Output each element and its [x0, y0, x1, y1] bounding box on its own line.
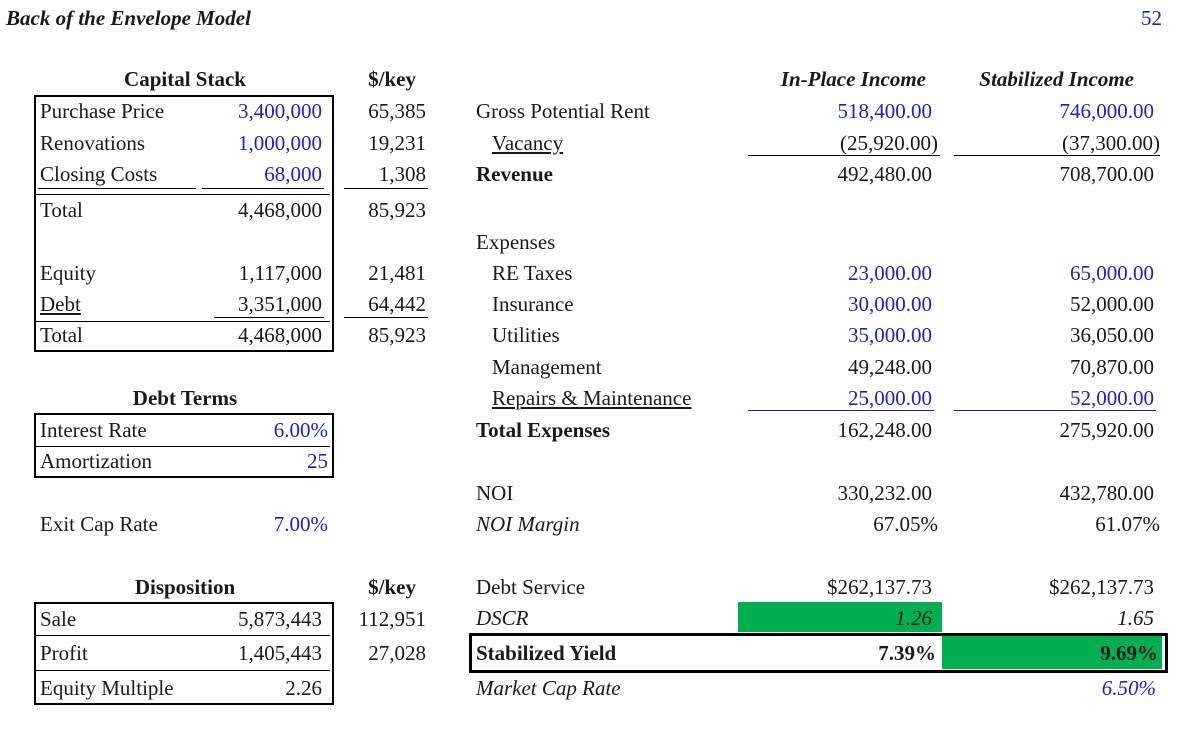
page-number: 52: [1141, 6, 1162, 30]
debt-per-key: 64,442: [368, 292, 426, 316]
re-taxes-stabilized: 65,000.00: [1070, 261, 1154, 285]
vacancy-inplace-underline: [748, 155, 940, 156]
total-expenses-stabilized: 275,920.00: [1059, 418, 1154, 442]
amortization-value: 25: [307, 449, 328, 473]
profit-label: Profit: [40, 641, 88, 665]
amortization-label: Amortization: [40, 449, 152, 473]
disposition-divider-1: [36, 635, 330, 636]
capital-stack-divider-1: [36, 194, 330, 195]
total-expenses-inplace: 162,248.00: [837, 418, 932, 442]
exit-cap-rate-label: Exit Cap Rate: [40, 512, 158, 536]
sale-per-key: 112,951: [358, 607, 426, 631]
noi-stabilized: 432,780.00: [1059, 481, 1154, 505]
management-stabilized: 70,870.00: [1070, 355, 1154, 379]
vacancy-inplace: (25,920.00): [840, 131, 938, 155]
noi-margin-label: NOI Margin: [476, 512, 580, 536]
vacancy-label: Vacancy: [492, 131, 564, 155]
insurance-stabilized: 52,000.00: [1070, 292, 1154, 316]
renovations-value: 1,000,000: [238, 131, 322, 155]
total-capital-value: 4,468,000: [238, 323, 322, 347]
sale-label: Sale: [40, 607, 77, 631]
equity-multiple-label: Equity Multiple: [40, 676, 174, 700]
utilities-inplace: 35,000.00: [848, 323, 932, 347]
interest-rate-value: 6.00%: [273, 418, 328, 442]
disposition-per-key-header: $/key: [368, 575, 416, 599]
renovations-per-key: 19,231: [368, 131, 426, 155]
vacancy-stabilized-underline: [954, 155, 1160, 156]
stabilized-yield-label: Stabilized Yield: [476, 641, 617, 665]
dscr-label: DSCR: [476, 606, 529, 630]
profit-per-key: 27,028: [368, 641, 426, 665]
total-cost-label: Total: [40, 198, 83, 222]
sale-value: 5,873,443: [238, 607, 322, 631]
in-place-income-header: In-Place Income: [780, 67, 926, 91]
revenue-inplace: 492,480.00: [837, 162, 932, 186]
closing-costs-value: 68,000: [264, 162, 322, 186]
debt-value: 3,351,000: [238, 292, 322, 316]
insurance-inplace: 30,000.00: [848, 292, 932, 316]
closing-costs-value-underline: [202, 188, 324, 189]
management-inplace: 49,248.00: [848, 355, 932, 379]
total-capital-per-key: 85,923: [368, 323, 426, 347]
gross-potential-rent-stabilized: 746,000.00: [1059, 99, 1154, 123]
total-cost-value: 4,468,000: [238, 198, 322, 222]
purchase-price-per-key: 65,385: [368, 99, 426, 123]
total-cost-per-key: 85,923: [368, 198, 426, 222]
vacancy-stabilized: (37,300.00): [1062, 131, 1160, 155]
repairs-maintenance-label: Repairs & Maintenance: [492, 386, 692, 410]
revenue-stabilized: 708,700.00: [1059, 162, 1154, 186]
re-taxes-inplace: 23,000.00: [848, 261, 932, 285]
insurance-label: Insurance: [492, 292, 574, 316]
debt-service-inplace: $262,137.73: [827, 575, 932, 599]
closing-costs-underline: [38, 188, 196, 189]
renovations-label: Renovations: [40, 131, 145, 155]
debt-label: Debt: [40, 292, 81, 316]
capital-stack-per-key-header: $/key: [368, 67, 416, 91]
exit-cap-rate-value: 7.00%: [273, 512, 328, 536]
equity-label: Equity: [40, 261, 96, 285]
disposition-title: Disposition: [134, 575, 236, 599]
expenses-label: Expenses: [476, 230, 556, 254]
repairs-maintenance-stabilized: 52,000.00: [1070, 386, 1154, 410]
dscr-stabilized: 1.65: [1117, 606, 1154, 630]
repairs-stabilized-underline: [954, 410, 1156, 411]
noi-margin-inplace: 67.05%: [873, 512, 938, 536]
purchase-price-label: Purchase Price: [40, 99, 165, 123]
debt-terms-title: Debt Terms: [132, 386, 238, 410]
management-label: Management: [492, 355, 602, 379]
closing-costs-per-key: 1,308: [378, 162, 426, 186]
noi-label: NOI: [476, 481, 514, 505]
dscr-inplace: 1.26: [895, 606, 932, 630]
debt-service-label: Debt Service: [476, 575, 586, 599]
equity-value: 1,117,000: [238, 261, 322, 285]
repairs-maintenance-inplace: 25,000.00: [848, 386, 932, 410]
stabilized-income-header: Stabilized Income: [979, 67, 1134, 91]
gross-potential-rent-label: Gross Potential Rent: [476, 99, 650, 123]
total-capital-label: Total: [40, 323, 83, 347]
debt-terms-divider: [36, 446, 330, 447]
capital-stack-title: Capital Stack: [124, 67, 246, 91]
interest-rate-label: Interest Rate: [40, 418, 147, 442]
repairs-inplace-underline: [748, 410, 934, 411]
stabilized-yield-stabilized: 9.69%: [1100, 641, 1158, 665]
equity-multiple-value: 2.26: [285, 676, 322, 700]
stabilized-yield-inplace: 7.39%: [878, 641, 936, 665]
debt-value-underline: [214, 317, 324, 318]
re-taxes-label: RE Taxes: [492, 261, 573, 285]
debt-service-stabilized: $262,137.73: [1049, 575, 1154, 599]
closing-costs-label: Closing Costs: [40, 162, 158, 186]
gross-potential-rent-inplace: 518,400.00: [837, 99, 932, 123]
closing-costs-per-key-underline: [344, 188, 428, 189]
market-cap-rate-label: Market Cap Rate: [476, 676, 621, 700]
utilities-label: Utilities: [492, 323, 560, 347]
utilities-stabilized: 36,050.00: [1070, 323, 1154, 347]
revenue-label: Revenue: [476, 162, 553, 186]
purchase-price-value: 3,400,000: [238, 99, 322, 123]
disposition-divider-2: [36, 670, 330, 671]
profit-value: 1,405,443: [238, 641, 322, 665]
market-cap-rate-stabilized: 6.50%: [1101, 676, 1156, 700]
debt-per-key-underline: [344, 317, 428, 318]
equity-per-key: 21,481: [368, 261, 426, 285]
page-title: Back of the Envelope Model: [6, 6, 251, 30]
total-expenses-label: Total Expenses: [476, 418, 611, 442]
noi-inplace: 330,232.00: [837, 481, 932, 505]
noi-margin-stabilized: 61.07%: [1095, 512, 1160, 536]
